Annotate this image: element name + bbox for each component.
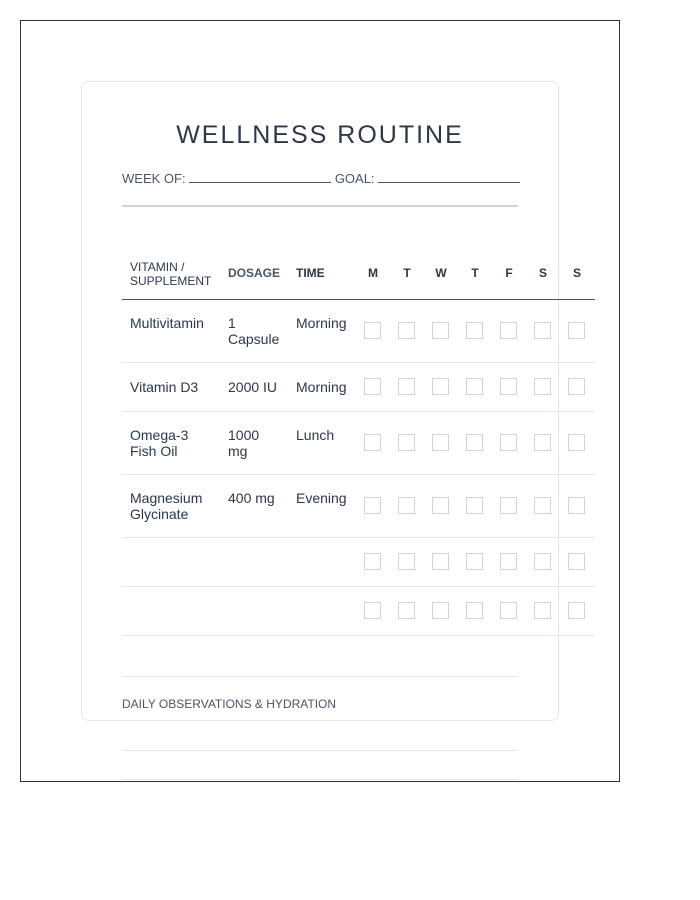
divider	[122, 205, 518, 207]
day-checkbox[interactable]	[534, 322, 551, 339]
day-checkbox[interactable]	[432, 322, 449, 339]
day-checkbox[interactable]	[534, 434, 551, 451]
observation-line[interactable]	[122, 779, 518, 780]
day-checkbox[interactable]	[466, 553, 483, 570]
time	[296, 427, 334, 443]
page-title: WELLNESS ROUTINE	[176, 121, 464, 149]
day-checkbox[interactable]	[364, 378, 381, 395]
day-checkbox[interactable]	[364, 322, 381, 339]
day-checkbox[interactable]	[500, 378, 517, 395]
day-checkbox[interactable]	[398, 434, 415, 451]
day-checkbox[interactable]	[466, 497, 483, 514]
table-row	[122, 587, 595, 636]
day-checkbox[interactable]	[398, 322, 415, 339]
header-day: T	[471, 266, 479, 280]
time-line: Morning	[296, 314, 347, 331]
supplement-table	[122, 250, 595, 636]
header-supplement-line1: VITAMIN /	[130, 260, 185, 274]
goal-label: GOAL:	[334, 171, 375, 186]
supplement-name	[130, 427, 188, 459]
supplement-name	[130, 379, 198, 395]
day-checkbox[interactable]	[534, 378, 551, 395]
dosage-line: Capsule	[228, 330, 280, 347]
day-checkbox[interactable]	[432, 497, 449, 514]
supplement-name-line: Omega-3	[130, 426, 189, 443]
dosage	[228, 315, 279, 347]
dosage	[228, 427, 259, 459]
supplement-name-line: Magnesium	[130, 489, 203, 506]
table-row	[122, 300, 595, 363]
day-checkbox[interactable]	[432, 553, 449, 570]
dosage-line: mg	[228, 442, 248, 459]
supplement-name-line: Fish Oil	[130, 442, 178, 459]
day-checkbox[interactable]	[398, 497, 415, 514]
day-checkbox[interactable]	[466, 322, 483, 339]
supplement-name	[130, 490, 202, 522]
day-checkbox[interactable]	[500, 434, 517, 451]
header-day: S	[538, 266, 548, 280]
dosage	[228, 379, 277, 395]
day-checkbox[interactable]	[568, 434, 585, 451]
dosage-line: 1	[228, 314, 236, 331]
day-checkbox[interactable]	[466, 434, 483, 451]
dosage-line: 2000 IU	[228, 378, 278, 395]
time-line: Morning	[296, 378, 347, 395]
time	[296, 315, 347, 331]
day-checkbox[interactable]	[466, 378, 483, 395]
table-header	[122, 250, 595, 300]
table-row	[122, 412, 595, 475]
day-checkbox[interactable]	[398, 553, 415, 570]
week-of-label: WEEK OF:	[122, 171, 186, 186]
time-line: Evening	[296, 489, 347, 506]
observations-heading: DAILY OBSERVATIONS & HYDRATION	[122, 697, 337, 711]
day-checkbox[interactable]	[364, 553, 381, 570]
day-checkbox[interactable]	[466, 602, 483, 619]
page-frame	[20, 20, 620, 782]
supplement-name-line: Vitamin D3	[130, 378, 199, 395]
header-day: W	[435, 266, 447, 280]
dosage-line: 1000	[228, 426, 260, 443]
supplement-name-line: Multivitamin	[130, 314, 204, 331]
day-checkbox[interactable]	[432, 602, 449, 619]
day-checkbox[interactable]	[534, 553, 551, 570]
day-checkbox[interactable]	[364, 602, 381, 619]
day-checkbox[interactable]	[568, 553, 585, 570]
day-checkbox[interactable]	[364, 497, 381, 514]
header-day: M	[368, 266, 378, 280]
day-checkbox[interactable]	[500, 497, 517, 514]
supplement-name	[130, 315, 204, 331]
day-checkbox[interactable]	[534, 602, 551, 619]
week-of-field[interactable]	[189, 170, 331, 183]
header-supplement	[130, 260, 211, 288]
header-dosage: DOSAGE	[228, 266, 281, 280]
header-day: T	[403, 266, 411, 280]
time	[296, 490, 347, 506]
supplement-name-line: Glycinate	[130, 505, 189, 522]
dosage-line: 400 mg	[228, 489, 275, 506]
header-day: S	[572, 266, 582, 280]
day-checkbox[interactable]	[432, 378, 449, 395]
table-row	[122, 363, 595, 412]
meta-line	[122, 170, 520, 186]
observation-line	[122, 676, 518, 677]
day-checkbox[interactable]	[500, 553, 517, 570]
day-checkbox[interactable]	[398, 378, 415, 395]
header-day: F	[505, 266, 513, 280]
time	[296, 379, 347, 395]
goal-field[interactable]	[378, 170, 520, 183]
table-row	[122, 538, 595, 587]
header-time: TIME	[296, 266, 325, 280]
day-checkbox[interactable]	[500, 602, 517, 619]
observation-line[interactable]	[122, 750, 518, 751]
dosage	[228, 490, 275, 506]
header-supplement-line2: SUPPLEMENT	[130, 274, 212, 288]
day-checkbox[interactable]	[568, 602, 585, 619]
day-checkbox[interactable]	[364, 434, 381, 451]
time-line: Lunch	[296, 426, 335, 443]
day-checkbox[interactable]	[432, 434, 449, 451]
day-checkbox[interactable]	[568, 497, 585, 514]
day-checkbox[interactable]	[534, 497, 551, 514]
table-row	[122, 475, 595, 538]
day-checkbox[interactable]	[398, 602, 415, 619]
day-checkbox[interactable]	[568, 378, 585, 395]
day-checkbox[interactable]	[500, 322, 517, 339]
day-checkbox[interactable]	[568, 322, 585, 339]
